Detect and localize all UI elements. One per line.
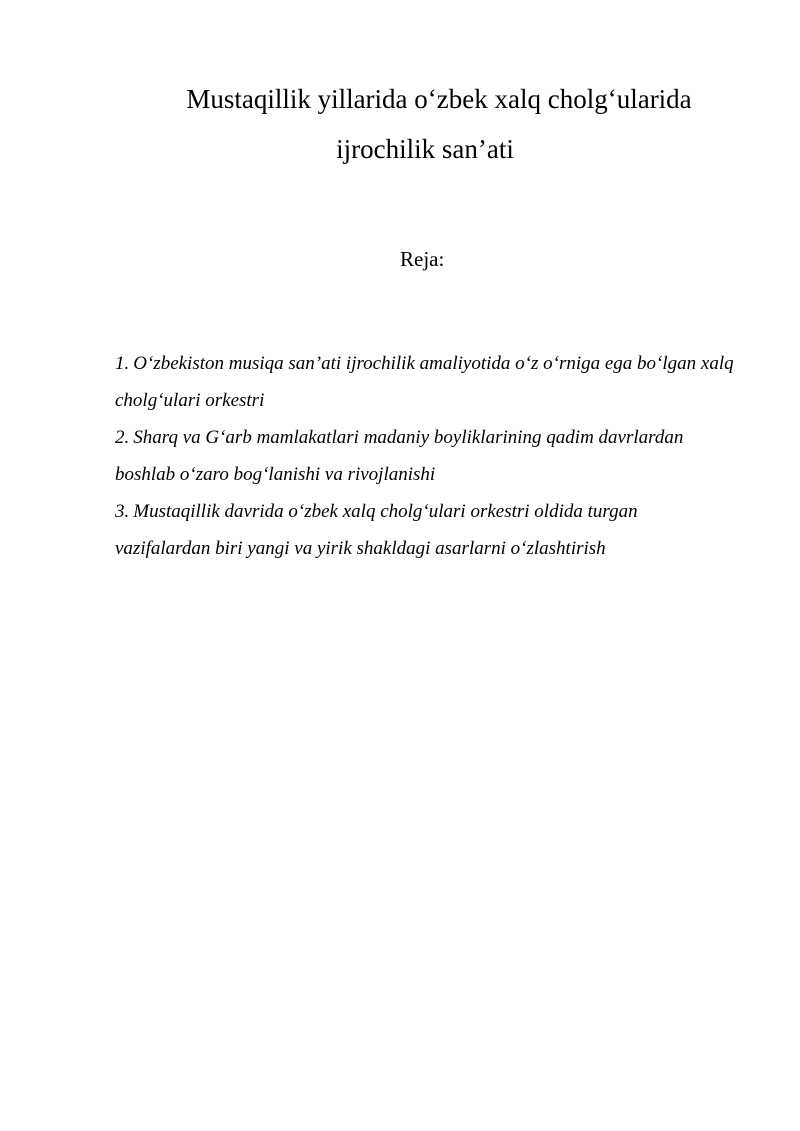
plan-item-number: 2. (115, 427, 130, 448)
plan-item-text: Mustaqillik davrida o‘zbek xalq cholg‘ulari orkestri oldida turgan vazifalardan biri yangi va yirik shakldagi asarlarni o‘zlashtirish (115, 501, 638, 559)
plan-item (115, 419, 735, 493)
plan-item-text: O‘zbekiston musiqa san’ati ijrochilik amaliyotida o‘z o‘rniga ega bo‘lgan xalq cholg‘ulari orkestri (115, 353, 734, 411)
document-title (115, 74, 735, 174)
plan-item (115, 493, 735, 567)
plan-item-number: 3. (115, 501, 130, 522)
plan-heading: Reja: (400, 247, 445, 271)
plan-item (115, 345, 735, 419)
plan-list (115, 345, 735, 567)
plan-item-number: 1. (115, 353, 130, 374)
title-line-2: ijrochilik san’ati (336, 134, 514, 164)
plan-item-text: Sharq va G‘arb mamlakatlari madaniy boyliklarining qadim davrlardan boshlab o‘zaro bog‘lanishi va rivojlanishi (115, 427, 684, 485)
title-line-1: Mustaqillik yillarida o‘zbek xalq cholg‘ularida (186, 84, 692, 114)
